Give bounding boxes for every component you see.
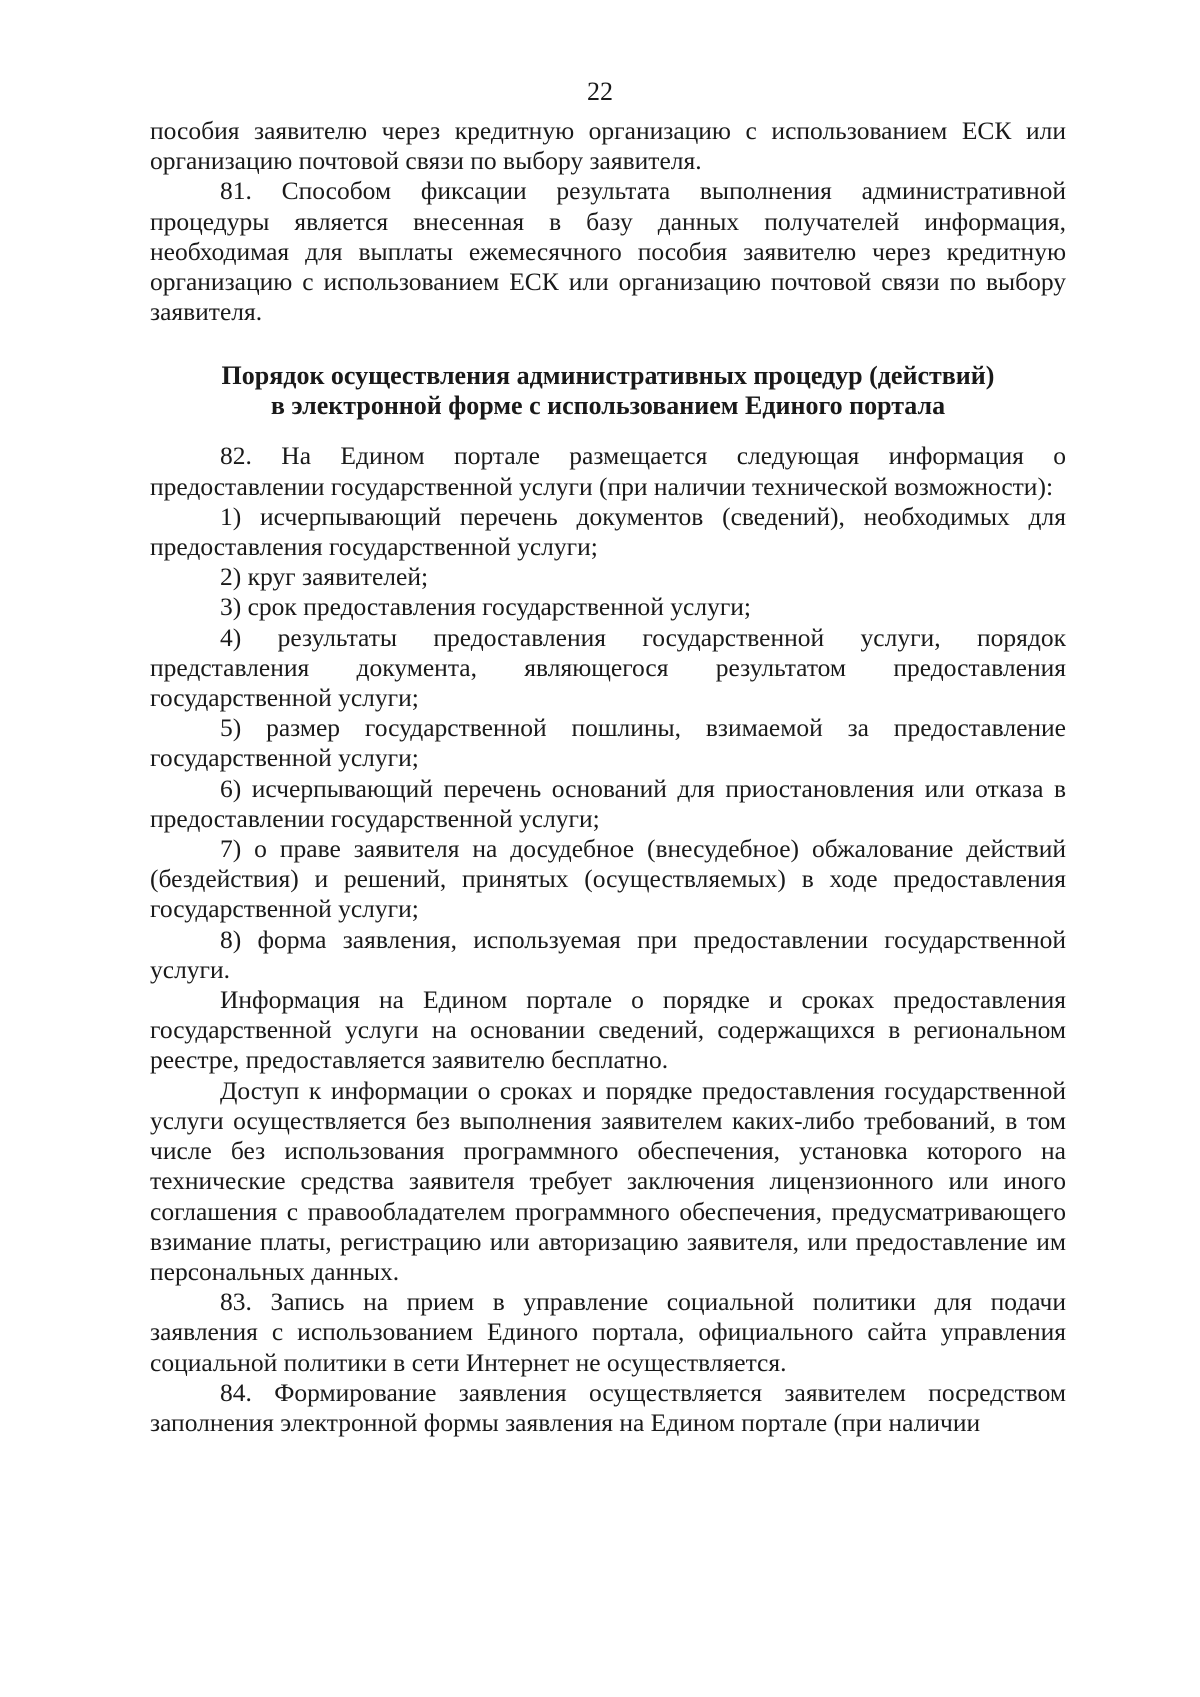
paragraph-continuation: пособия заявителю через кредитную организацию с использованием ЕСК или организацию почтовой связи по выбору заявителя. — [150, 116, 1066, 176]
paragraph-item-82-intro: 82. На Едином портале размещается следующая информация о предоставлении государственной услуги (при наличии технической возможности): — [150, 441, 1066, 501]
page-body — [150, 116, 1066, 1438]
list-item: 6) исчерпывающий перечень оснований для приостановления или отказа в предоставлении государственной услуги; — [150, 773, 1066, 833]
paragraph-info-free: Информация на Едином портале о порядке и сроках предоставления государственной услуги на основании сведений, содержащихся в региональном реестре, предоставляется заявителю бесплатно. — [150, 985, 1066, 1075]
list-item: 3) срок предоставления государственной услуги; — [220, 592, 752, 622]
section-heading-line-1: Порядок осуществления административных процедур (действий) — [221, 361, 995, 391]
list-item: 2) круг заявителей; — [220, 562, 429, 592]
list-item: 4) результаты предоставления государственной услуги, порядок представления документа, являющегося результатом предоставления государственной услуги; — [150, 622, 1066, 713]
list-item: 5) размер государственной пошлины, взимаемой за предоставление государственной услуги; — [150, 713, 1066, 773]
page-number: 22 — [587, 77, 613, 106]
section-heading — [150, 361, 1066, 421]
section-heading-line-2: в электронной форме с использованием Единого портала — [270, 391, 946, 421]
list-item: 7) о праве заявителя на досудебное (внесудебное) обжалование действий (бездействия) и решений, принятых (осуществляемых) в ходе предоставления государственной услуги; — [150, 834, 1066, 924]
paragraph-item-83: 83. Запись на прием в управление социальной политики для подачи заявления с использованием Единого портала, официального сайта управления социальной политики в сети Интернет не осуществляется. — [150, 1287, 1066, 1377]
paragraph-item-81: 81. Способом фиксации результата выполнения административной процедуры является внесенная в базу данных получателей информация, необходимая для выплаты ежемесячного пособия заявителю через кредитную организацию с использованием ЕСК или организацию почтовой связи по выбору заявителя. — [150, 176, 1066, 327]
paragraph-access: Доступ к информации о сроках и порядке предоставления государственной услуги осуществляется без выполнения заявителем каких-либо требований, в том числе без использования программного обеспечения, установка которого на технические средства заявителя требует заключения лицензионного или иного соглашения с правообладателем программного обеспечения, предусматривающего взимание платы, регистрацию или авторизацию заявителя, или предоставление им персональных данных. — [150, 1075, 1066, 1286]
paragraph-item-84: 84. Формирование заявления осуществляется заявителем посредством заполнения электронной формы заявления на Едином портале (при наличии — [150, 1377, 1066, 1437]
list-item: 8) форма заявления, используемая при предоставлении государственной услуги. — [150, 924, 1066, 984]
list-item: 1) исчерпывающий перечень документов (сведений), необходимых для предоставления государственной услуги; — [150, 501, 1066, 562]
